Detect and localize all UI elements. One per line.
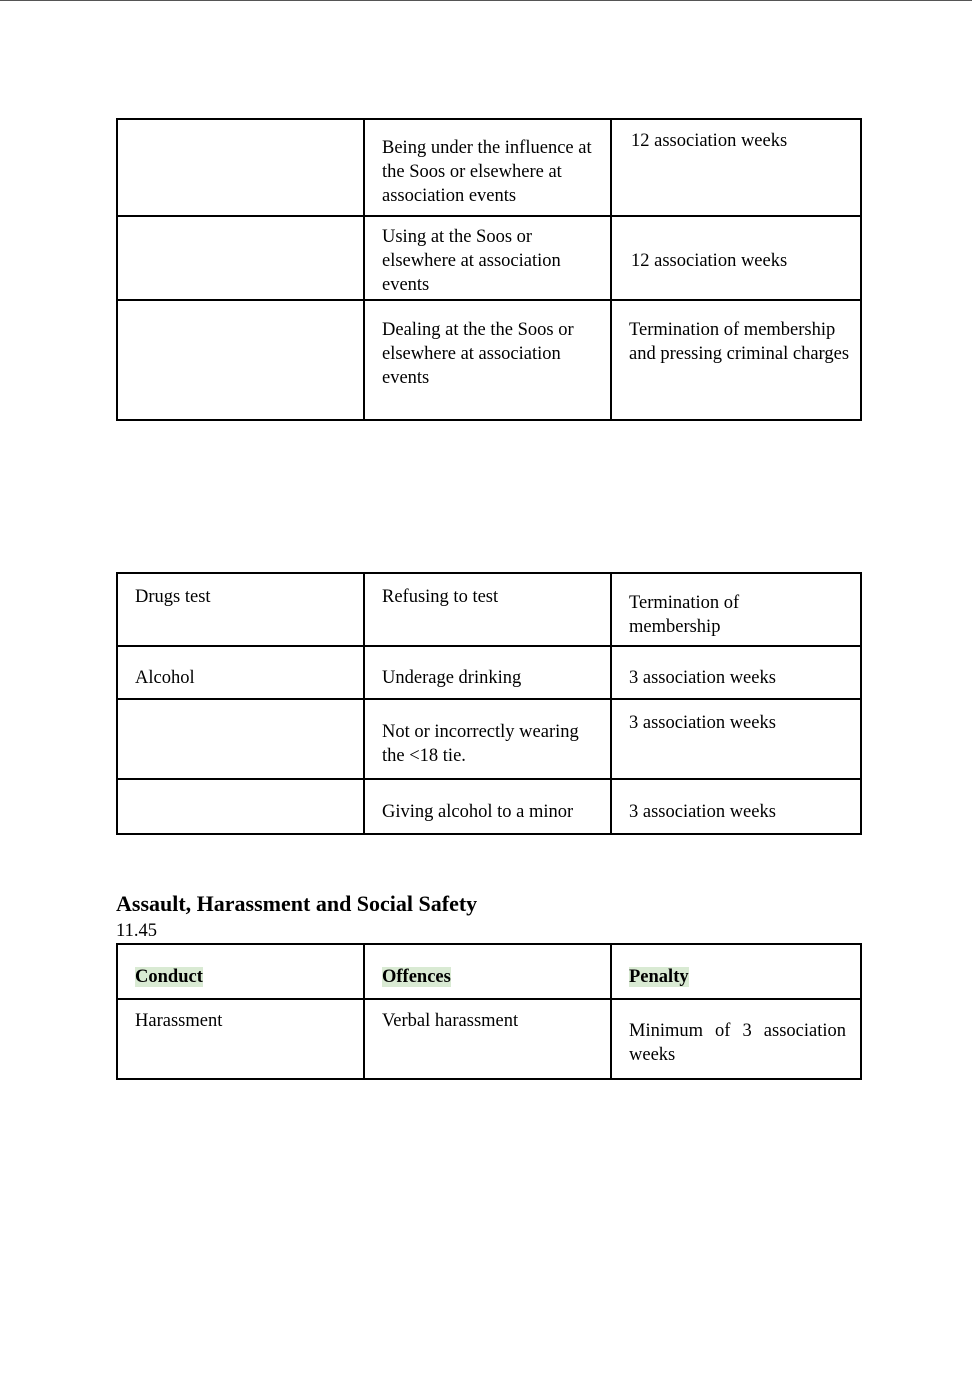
header-offences: Offences: [382, 967, 451, 987]
penalty-cell: Termination of membership and pressing criminal charges: [611, 300, 861, 420]
conduct-cell: Drugs test: [117, 573, 364, 646]
table-row: [117, 216, 861, 300]
conduct-cell: [117, 699, 364, 779]
offence-cell: Using at the Soos or elsewhere at association events: [364, 216, 611, 300]
section-heading: Assault, Harassment and Social Safety: [116, 891, 478, 916]
table-row: [117, 300, 861, 420]
table-row: [117, 999, 861, 1079]
page-top-border: [0, 0, 972, 1]
offence-cell: Refusing to test: [364, 573, 611, 646]
header-cell: [364, 944, 611, 999]
penalty-cell: Minimum of 3 association weeks: [611, 999, 861, 1079]
drug-penalties-table: [116, 118, 862, 421]
conduct-cell: [117, 300, 364, 420]
table-row: [117, 779, 861, 834]
offence-cell: Dealing at the the Soos or elsewhere at association events: [364, 300, 611, 420]
harassment-penalties-table: [116, 943, 862, 1080]
penalty-cell: 12 association weeks: [611, 119, 861, 216]
offence-cell: Giving alcohol to a minor: [364, 779, 611, 834]
table-header-row: [117, 944, 861, 999]
section-number: 11.45: [116, 921, 157, 941]
offence-cell: Being under the influence at the Soos or elsewhere at association events: [364, 119, 611, 216]
conduct-cell: [117, 779, 364, 834]
penalty-cell: 3 association weeks: [611, 646, 861, 699]
offence-cell: Underage drinking: [364, 646, 611, 699]
penalty-cell: 3 association weeks: [611, 779, 861, 834]
penalty-cell: 3 association weeks: [611, 699, 861, 779]
offence-cell: Verbal harassment: [364, 999, 611, 1079]
header-cell: [611, 944, 861, 999]
alcohol-penalties-table: [116, 572, 862, 835]
offence-cell: Not or incorrectly wearing the <18 tie.: [364, 699, 611, 779]
table-row: [117, 573, 861, 646]
conduct-cell: Harassment: [117, 999, 364, 1079]
conduct-cell: [117, 119, 364, 216]
conduct-cell: Alcohol: [117, 646, 364, 699]
table-row: [117, 646, 861, 699]
table-row: [117, 699, 861, 779]
header-cell: [117, 944, 364, 999]
penalty-cell: 12 association weeks: [611, 216, 861, 300]
conduct-cell: [117, 216, 364, 300]
table-row: [117, 119, 861, 216]
header-conduct: Conduct: [135, 967, 203, 987]
header-penalty: Penalty: [629, 967, 689, 987]
penalty-cell: Termination of membership: [611, 573, 861, 646]
